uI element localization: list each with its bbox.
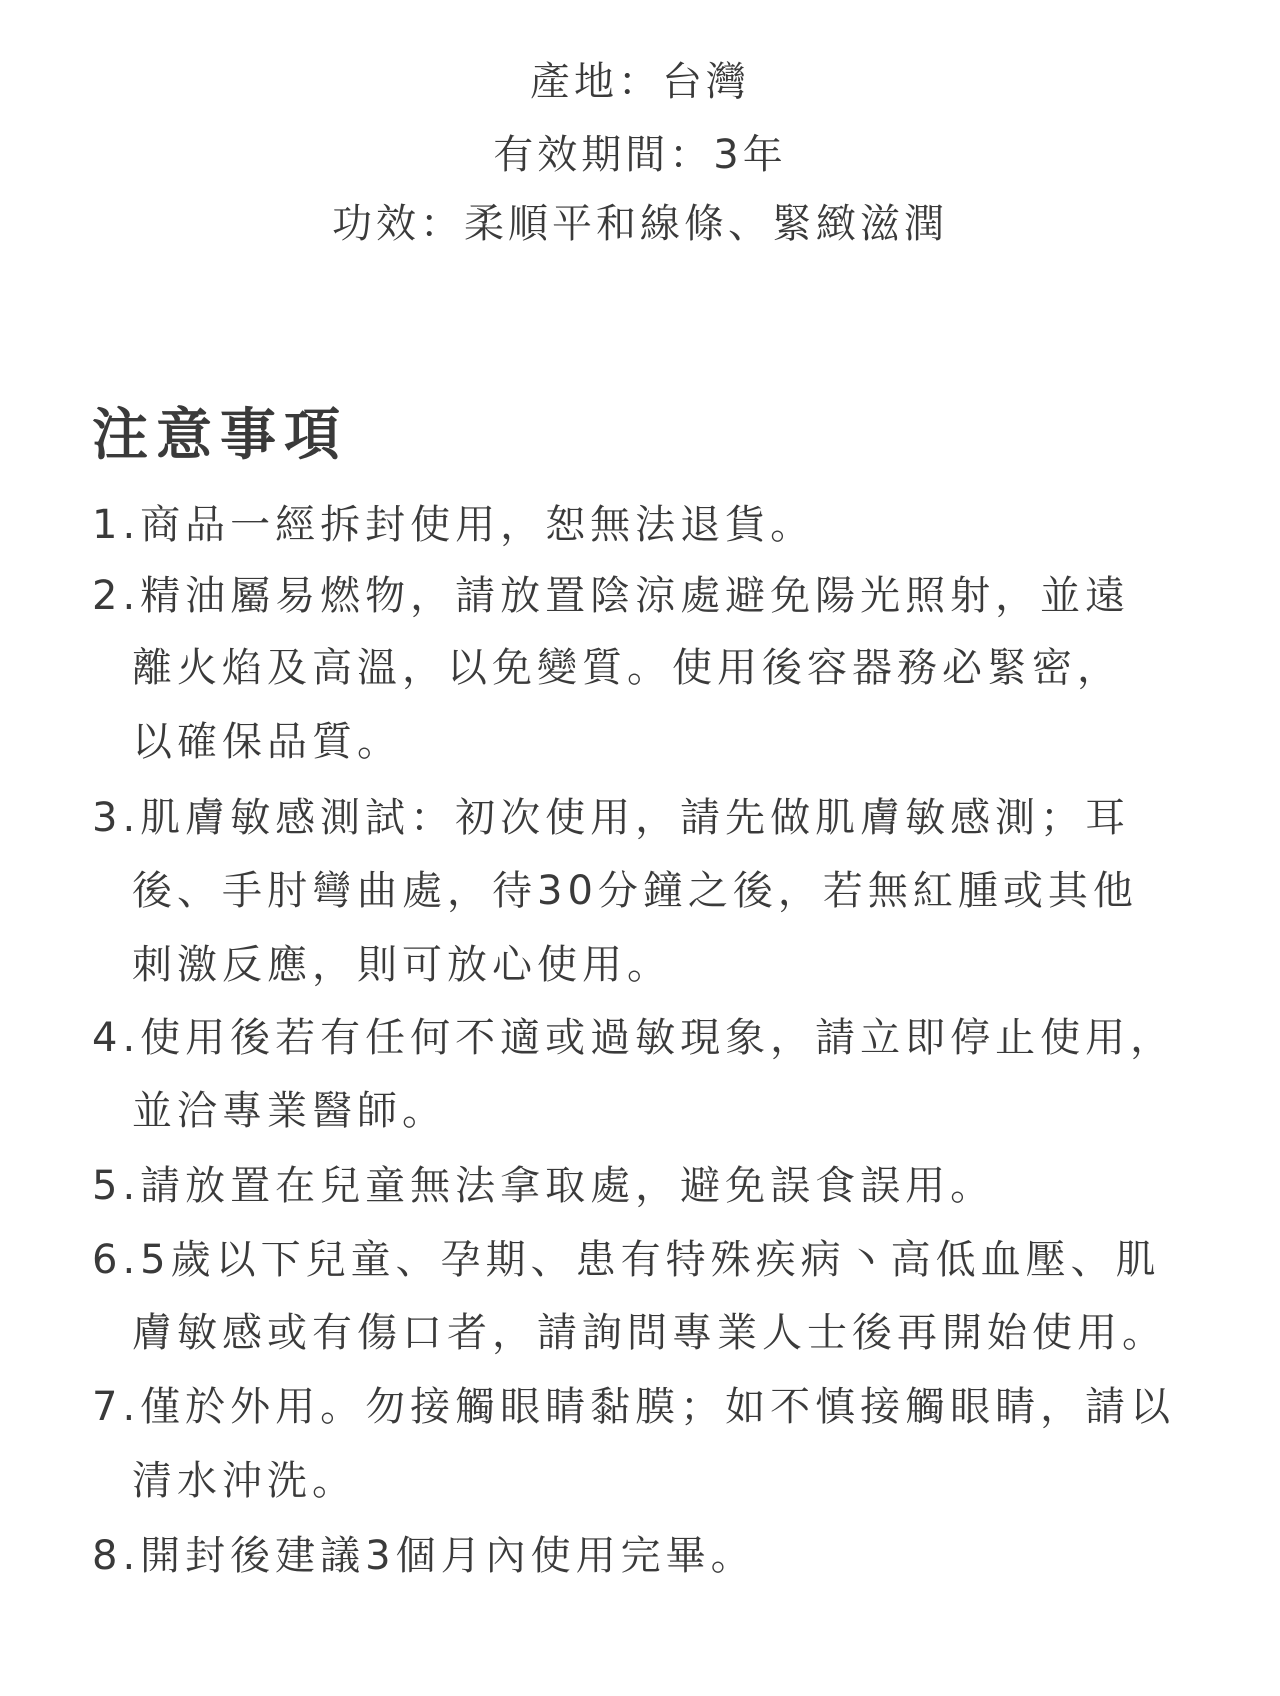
notice-item-7-cont: 清水沖洗。 (132, 1458, 357, 1504)
notice-item-2-cont: 以確保品質。 (132, 719, 402, 765)
notice-item-7: 7.僅於外用。勿接觸眼睛黏膜；如不慎接觸眼睛，請以 (92, 1384, 1176, 1430)
notice-item-6: 6.5歲以下兒童、孕期、患有特殊疾病丶高低血壓、肌 (92, 1237, 1161, 1283)
notice-item-3-cont: 刺激反應，則可放心使用。 (132, 942, 672, 988)
notice-item-6-cont: 膚敏感或有傷口者，請詢問專業人士後再開始使用。 (132, 1310, 1167, 1356)
shelf-life-text: 有效期間：3年 (493, 132, 787, 178)
notice-item-1: 1.商品一經拆封使用，恕無法退貨。 (92, 502, 816, 548)
notice-item-2: 2.精油屬易燃物，請放置陰涼處避免陽光照射，並遠 (92, 573, 1131, 619)
effect-text: 功效：柔順平和線條、緊緻滋潤 (332, 201, 948, 247)
origin-text: 產地：台灣 (530, 59, 750, 105)
notice-item-2-cont: 離火焰及高溫，以免變質。使用後容器務必緊密， (132, 645, 1122, 691)
notice-item-5: 5.請放置在兒童無法拿取處，避免誤食誤用。 (92, 1163, 996, 1209)
notice-item-3-cont: 後、手肘彎曲處，待30分鐘之後，若無紅腫或其他 (132, 868, 1138, 914)
notice-item-4: 4.使用後若有任何不適或過敏現象，請立即停止使用， (92, 1015, 1176, 1061)
notice-item-4-cont: 並洽專業醫師。 (132, 1088, 447, 1134)
notice-item-8: 8.開封後建議3個月內使用完畢。 (92, 1533, 756, 1579)
notice-item-3: 3.肌膚敏感測試：初次使用，請先做肌膚敏感測；耳 (92, 795, 1131, 841)
notice-title: 注意事項 (92, 403, 348, 468)
